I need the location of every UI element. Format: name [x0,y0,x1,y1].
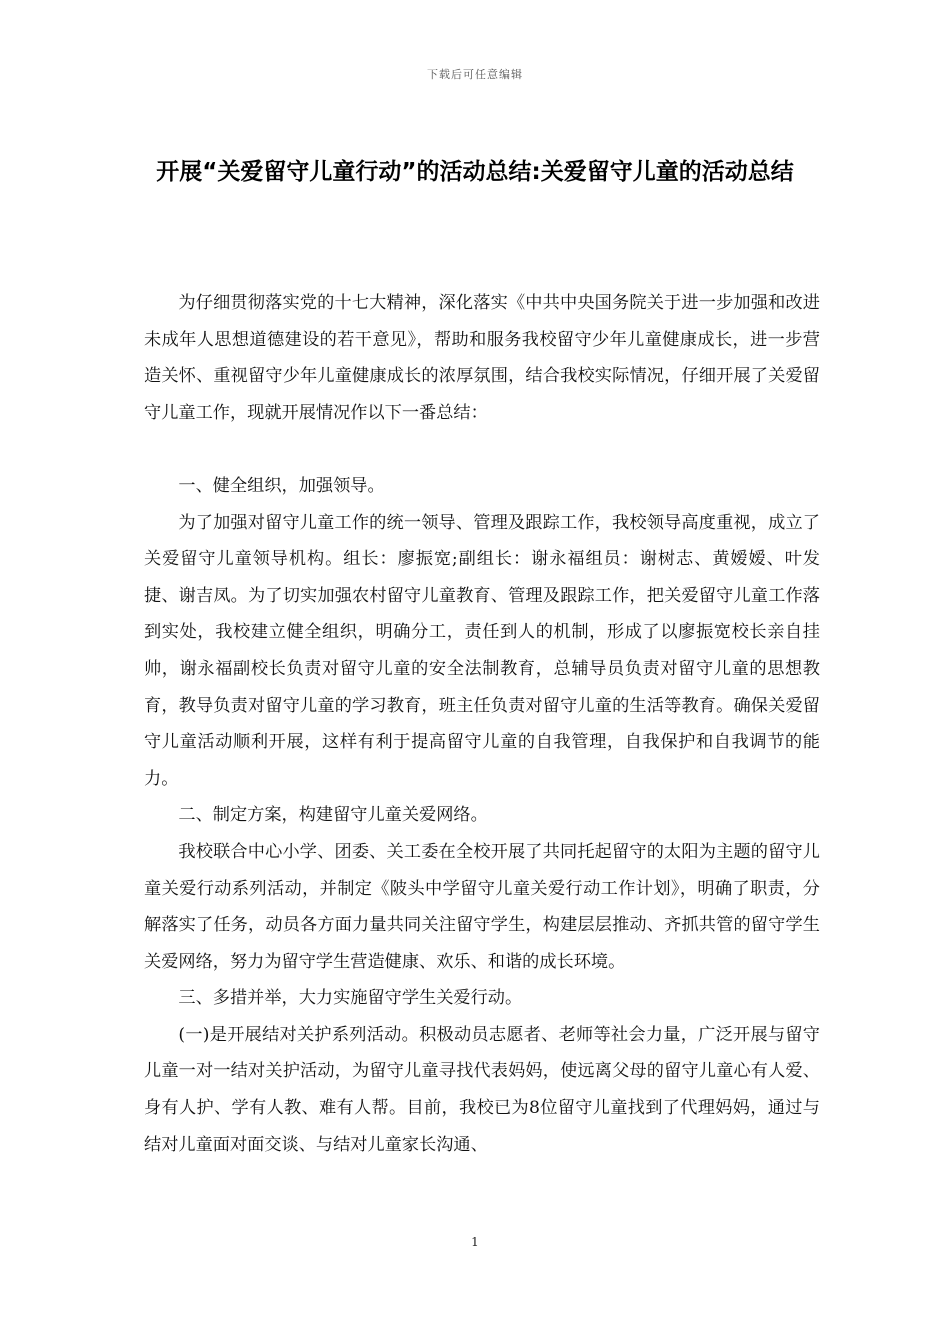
section-heading-3: 三、多措并举，大力实施留守学生关爱行动。 [178,988,523,1009]
header-note: 下载后可任意编辑 [427,68,523,81]
intro-paragraph: 为仔细贯彻落实党的十七大精神，深化落实《中共中央国务院关于进一步加强和改进未成年人思想道德建设的若干意见》，帮助和服务我校留守少年儿童健康成长，进一步营造关怀、重视留守少年儿童健康成长的浓厚氛围，结合我校实际情况，仔细开展了关爱留守儿童工作，现就开展情况作以下一番总结： [144,293,820,423]
document-title: 开展“关爱留守儿童行动”的活动总结:关爱留守儿童的活动总结 [156,159,794,185]
section-paragraph-2: 我校联合中心小学、团委、关工委在全校开展了共同托起留守的太阳为主题的留守儿童关爱行动系列活动，并制定《陂头中学留守儿童关爱行动工作计划》，明确了职责，分解落实了任务，动员各方面力量共同关注留守学生，构建层层推动、齐抓共管的留守学生关爱网络，努力为留守学生营造健康、欢乐、和谐的成长环境。 [144,841,820,972]
section-heading-1: 一、健全组织，加强领导。 [178,475,385,496]
section-heading-2: 二、制定方案，构建留守儿童关爱网络。 [178,805,488,826]
document-body [144,285,820,1163]
section-paragraph-3: (一)是开展结对关护系列活动。积极动员志愿者、老师等社会力量，广泛开展与留守儿童一对一结对关护活动，为留守儿童寻找代表妈妈，使远离父母的留守儿童心有人爱、身有人护、学有人教、难有人帮。目前，我校已为8位留守儿童找到了代理妈妈，通过与结对儿童面对面交谈、与结对儿童家长沟通、 [144,1024,820,1155]
section-paragraph-1: 为了加强对留守儿童工作的统一领导、管理及跟踪工作，我校领导高度重视，成立了关爱留守儿童领导机构。组长：廖振宽;副组长：谢永福组员：谢树志、黄嫒嫒、叶发捷、谢吉凤。为了切实加强农村留守儿童教育、管理及跟踪工作，把关爱留守儿童工作落到实处，我校建立健全组织，明确分工，责任到人的机制，形成了以廖振宽校长亲自挂帅，谢永福副校长负责对留守儿童的安全法制教育，总辅导员负责对留守儿童的思想教育，教导负责对留守儿童的学习教育，班主任负责对留守儿童的生活等教育。确保关爱留守儿童活动顺利开展，这样有利于提高留守儿童的自我管理，自我保护和自我调节的能力。 [144,512,820,789]
page-number: 1 [471,1235,479,1249]
